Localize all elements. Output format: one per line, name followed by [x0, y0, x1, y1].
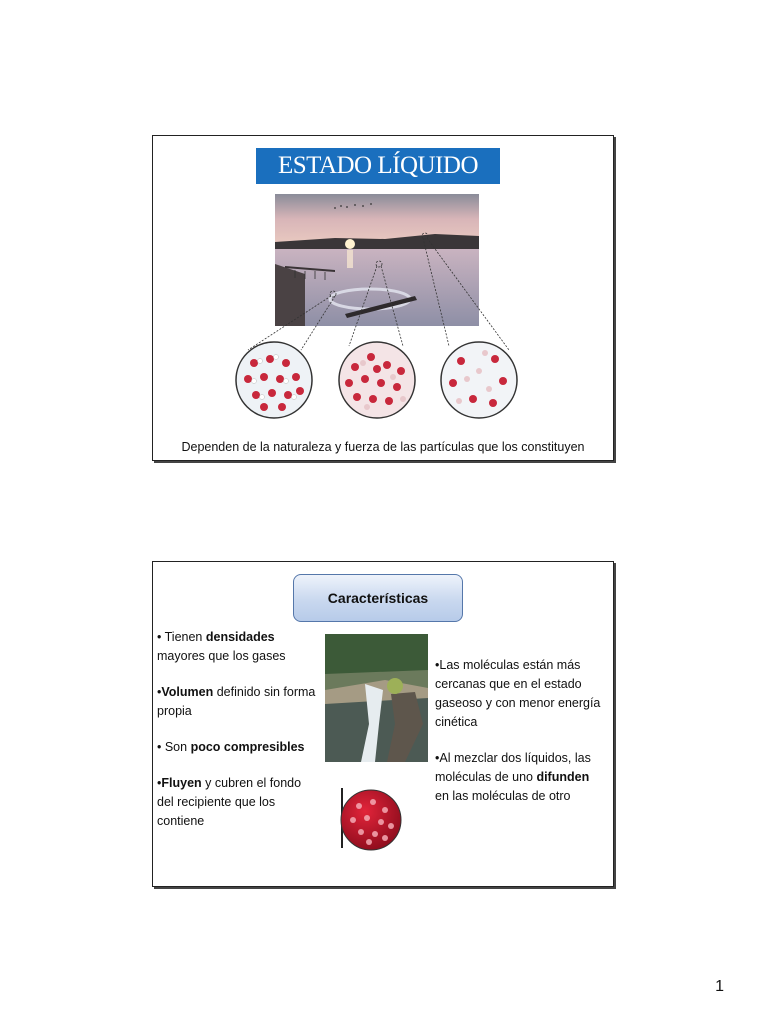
- list-item: • Son poco compresibles: [157, 740, 305, 754]
- slide-caracteristicas: [152, 561, 614, 887]
- particles-liquid-circle: [337, 341, 417, 419]
- list-item: •Al mezclar dos líquidos, las moléculas de uno difunden en las moléculas de otro: [435, 751, 591, 803]
- right-bullet-list: [435, 656, 605, 823]
- slide-title: ESTADO LÍQUIDO: [256, 148, 500, 184]
- list-item: •Las moléculas están más cercanas que en el estado gaseoso y con menor energía cinética: [435, 658, 601, 729]
- red-particles-sphere: [339, 788, 403, 852]
- left-bullet-list: [157, 628, 317, 848]
- particles-gas-circle: [439, 341, 519, 419]
- list-item: •Fluyen y cubren el fondo del recipiente que los contiene: [157, 776, 302, 828]
- list-item: •Volumen definido sin forma propia: [157, 685, 316, 718]
- lake-photo: [275, 194, 479, 326]
- river-photo: [325, 634, 428, 762]
- slide-caption: Dependen de la naturaleza y fuerza de las partículas que los constituyen: [181, 440, 585, 454]
- characteristics-heading: Características: [293, 574, 463, 622]
- page-number: 1: [715, 978, 724, 995]
- list-item: • Tienen densidades mayores que los gases: [157, 630, 286, 663]
- slide-estado-liquido: [152, 135, 614, 461]
- particles-solid-circle: [234, 341, 314, 419]
